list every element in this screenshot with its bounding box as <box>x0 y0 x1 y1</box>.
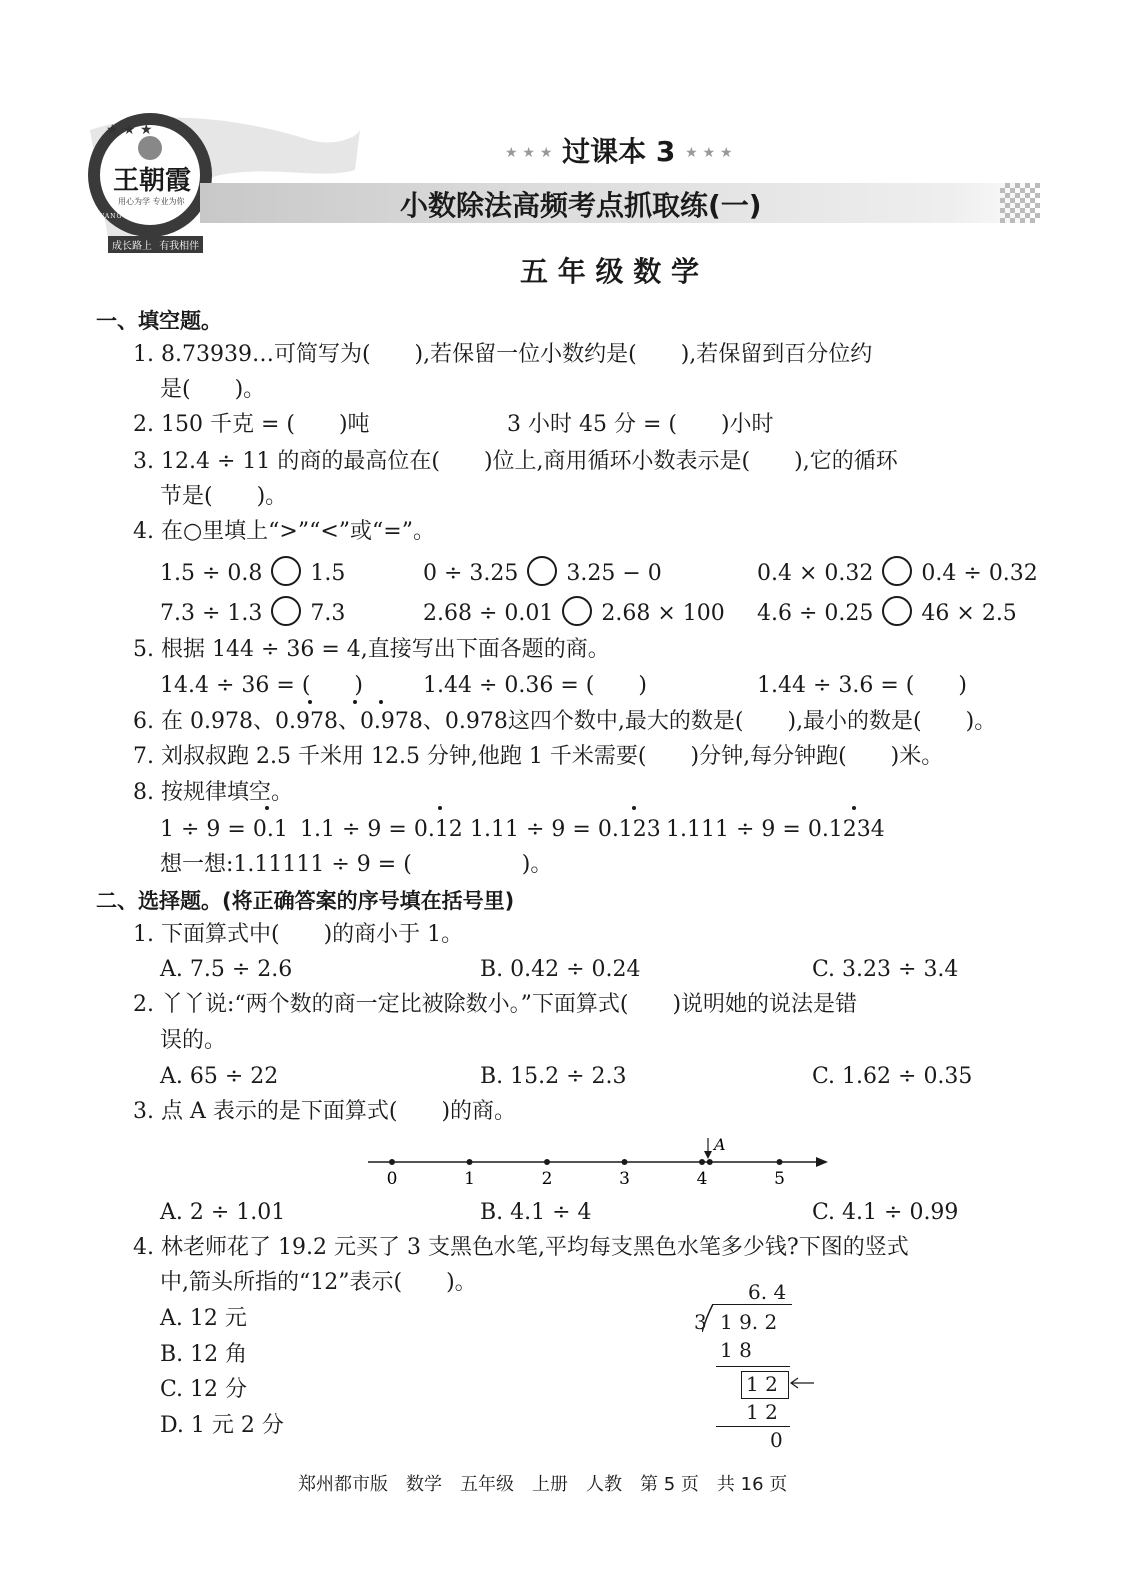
pointer-arrow-icon <box>788 1376 814 1390</box>
q3-line2: 节是( )。 <box>160 484 288 509</box>
stars-right: ★ ★ ★ <box>685 145 733 161</box>
number-line-tick <box>467 1159 473 1165</box>
s2-q1: 1. 下面算式中( )的商小于 1。 <box>133 922 464 947</box>
q4-item-right: 3.25 − 0 <box>566 561 662 586</box>
q8-item: 1.1 ÷ 9 = 0.12 <box>300 817 463 842</box>
s2-q4-option[interactable]: D. 1 元 2 分 <box>160 1413 284 1438</box>
division-step1: 1 8 <box>720 1338 752 1362</box>
q2-b: 3 小时 45 分 = ( )小时 <box>507 412 774 437</box>
q8-repeat-dots <box>255 802 875 814</box>
q6: 6. 在 0.978、0.978、0.978、0.978这四个数中,最大的数是( ),最小的数是( )。 <box>133 709 997 734</box>
q8-stem: 8. 按规律填空。 <box>133 780 293 805</box>
s2-q4-line1: 4. 林老师花了 19.2 元买了 3 支黑色水笔,平均每支黑色水笔多少钱?下图的竖式 <box>133 1235 909 1260</box>
q5-item: 14.4 ÷ 36 = ( ) <box>160 673 363 698</box>
division-line <box>716 1366 790 1367</box>
q6-repeat-dots <box>300 696 460 708</box>
s2-q3-option[interactable]: B. 4.1 ÷ 4 <box>480 1200 592 1225</box>
q4-item <box>423 556 662 589</box>
division-step2: 1 2 <box>746 1372 778 1396</box>
s2-q2-line1: 2. 丫丫说:“两个数的商一定比被除数小。”下面算式( )说明她的说法是错 <box>133 992 858 1017</box>
s2-q2-line2: 误的。 <box>160 1028 227 1053</box>
page-footer: 郑州都市版 数学 五年级 上册 人教 第 5 页 共 16 页 <box>298 1474 788 1495</box>
section2-heading: 二、选择题。(将正确答案的序号填在括号里) <box>96 889 515 913</box>
q4-item <box>160 596 345 629</box>
q4-item <box>757 556 1038 589</box>
compare-circle[interactable] <box>882 556 912 586</box>
s2-q2-option[interactable]: A. 65 ÷ 22 <box>160 1064 279 1089</box>
subtitle: 过课本 3 <box>562 135 676 168</box>
compare-circle[interactable] <box>527 556 557 586</box>
division-divisor: 3 <box>694 1310 707 1334</box>
logo-name: 王朝霞 <box>113 166 192 196</box>
division-remainder: 0 <box>770 1428 783 1452</box>
number-line-tick <box>699 1159 705 1165</box>
q4-item-right: 2.68 × 100 <box>601 601 725 626</box>
page-title: 小数除法高频考点抓取练(一) <box>400 189 762 222</box>
q4-item-right: 1.5 <box>310 561 346 586</box>
logo-slogan-right: 有我相伴 <box>159 241 200 252</box>
number-line-tick-label: 4 <box>696 1169 708 1189</box>
q4-item <box>423 596 725 629</box>
q5-item: 1.44 ÷ 3.6 = ( ) <box>757 673 967 698</box>
division-line <box>716 1426 790 1427</box>
compare-circle[interactable] <box>562 596 592 626</box>
number-line <box>360 1132 840 1192</box>
number-line-tick-label: 2 <box>541 1169 553 1189</box>
s2-q3: 3. 点 A 表示的是下面算式( )的商。 <box>133 1099 517 1124</box>
point-a-marker <box>704 1138 712 1159</box>
q2-a: 2. 150 千克 = ( )吨 <box>133 412 370 437</box>
q4-item-left: 4.6 ÷ 0.25 <box>757 601 874 626</box>
s2-q4-option[interactable]: B. 12 角 <box>160 1342 248 1367</box>
header-subtitle-row <box>505 130 733 170</box>
compare-circle[interactable] <box>882 596 912 626</box>
point-a-label: A <box>714 1135 726 1154</box>
number-line-tick-label: 0 <box>386 1169 398 1189</box>
q8-think: 想一想:1.11111 ÷ 9 = ( )。 <box>160 852 553 877</box>
q4-stem: 4. 在○里填上“>”“<”或“=”。 <box>133 519 435 544</box>
q7: 7. 刘叔叔跑 2.5 千米用 12.5 分钟,他跑 1 千米需要( )分钟,每分钟跑( )米。 <box>133 744 944 769</box>
svg-text:★ ★ ★: ★ ★ ★ <box>106 122 153 138</box>
q4-item-right: 7.3 <box>310 601 346 626</box>
q8-item: 1.11 ÷ 9 = 0.123 <box>470 817 661 842</box>
s2-q1-option[interactable]: C. 3.23 ÷ 3.4 <box>812 957 959 982</box>
q1-line2: 是( )。 <box>160 377 266 402</box>
number-line-tick-label: 1 <box>464 1169 475 1189</box>
number-line-tick-label: 3 <box>619 1169 630 1189</box>
point-a <box>707 1159 713 1165</box>
q5-item: 1.44 ÷ 0.36 = ( ) <box>423 673 647 698</box>
s2-q4-option[interactable]: A. 12 元 <box>160 1306 247 1331</box>
s2-q2-option[interactable]: C. 1.62 ÷ 0.35 <box>812 1064 973 1089</box>
q4-item-right: 46 × 2.5 <box>921 601 1017 626</box>
section1-heading: 一、填空题。 <box>96 309 222 333</box>
division-dividend: 1 9. 2 <box>720 1310 778 1334</box>
title-band-pattern <box>1000 183 1040 223</box>
q4-item-left: 0.4 × 0.32 <box>757 561 874 586</box>
division-step3: 1 2 <box>746 1400 778 1424</box>
compare-circle[interactable] <box>271 596 301 626</box>
logo-slogan-left: 成长路上 <box>112 241 152 252</box>
s2-q1-option[interactable]: A. 7.5 ÷ 2.6 <box>160 957 293 982</box>
division-quotient: 6. 4 <box>748 1280 787 1304</box>
q1-line1: 1. 8.73939…可简写为( ),若保留一位小数约是( ),若保留到百分位约 <box>133 342 873 367</box>
number-line-tick <box>777 1159 783 1165</box>
q4-item-left: 2.68 ÷ 0.01 <box>423 601 554 626</box>
s2-q1-option[interactable]: B. 0.42 ÷ 0.24 <box>480 957 641 982</box>
number-line-tick <box>622 1159 628 1165</box>
s2-q3-option[interactable]: C. 4.1 ÷ 0.99 <box>812 1200 959 1225</box>
logo-slogan <box>108 236 203 253</box>
q4-item-left: 7.3 ÷ 1.3 <box>160 601 263 626</box>
q5-stem: 5. 根据 144 ÷ 36 = 4,直接写出下面各题的商。 <box>133 637 610 662</box>
q8-item: 1.111 ÷ 9 = 0.1234 <box>666 817 885 842</box>
q4-item-right: 0.4 ÷ 0.32 <box>921 561 1038 586</box>
long-division <box>690 1280 820 1455</box>
compare-circle[interactable] <box>271 556 301 586</box>
q4-item <box>160 556 345 589</box>
number-line-tick <box>544 1159 550 1165</box>
q4-item <box>757 596 1017 629</box>
q3-line1: 3. 12.4 ÷ 11 的商的最高位在( )位上,商用循环小数表示是( ),它的循环 <box>133 449 898 474</box>
logo-ring-text: WANG ZHAO XIA <box>98 213 165 220</box>
logo-tagline: 用心为学 专业为你 <box>118 197 185 206</box>
s2-q3-option[interactable]: A. 2 ÷ 1.01 <box>160 1200 286 1225</box>
s2-q4-option[interactable]: C. 12 分 <box>160 1377 248 1402</box>
q8-item: 1 ÷ 9 = 0.1 <box>160 817 288 842</box>
s2-q2-option[interactable]: B. 15.2 ÷ 2.3 <box>480 1064 627 1089</box>
number-line-arrow <box>816 1157 828 1167</box>
grade-subject: 五 年 级 数 学 <box>520 255 699 288</box>
number-line-tick-label: 5 <box>774 1169 785 1189</box>
division-bar <box>712 1304 792 1305</box>
number-line-tick <box>389 1159 395 1165</box>
q4-item-left: 1.5 ÷ 0.8 <box>160 561 263 586</box>
q4-item-left: 0 ÷ 3.25 <box>423 561 519 586</box>
stars-left: ★ ★ ★ <box>505 145 553 161</box>
s2-q4-line2: 中,箭头所指的“12”表示( )。 <box>160 1270 477 1295</box>
